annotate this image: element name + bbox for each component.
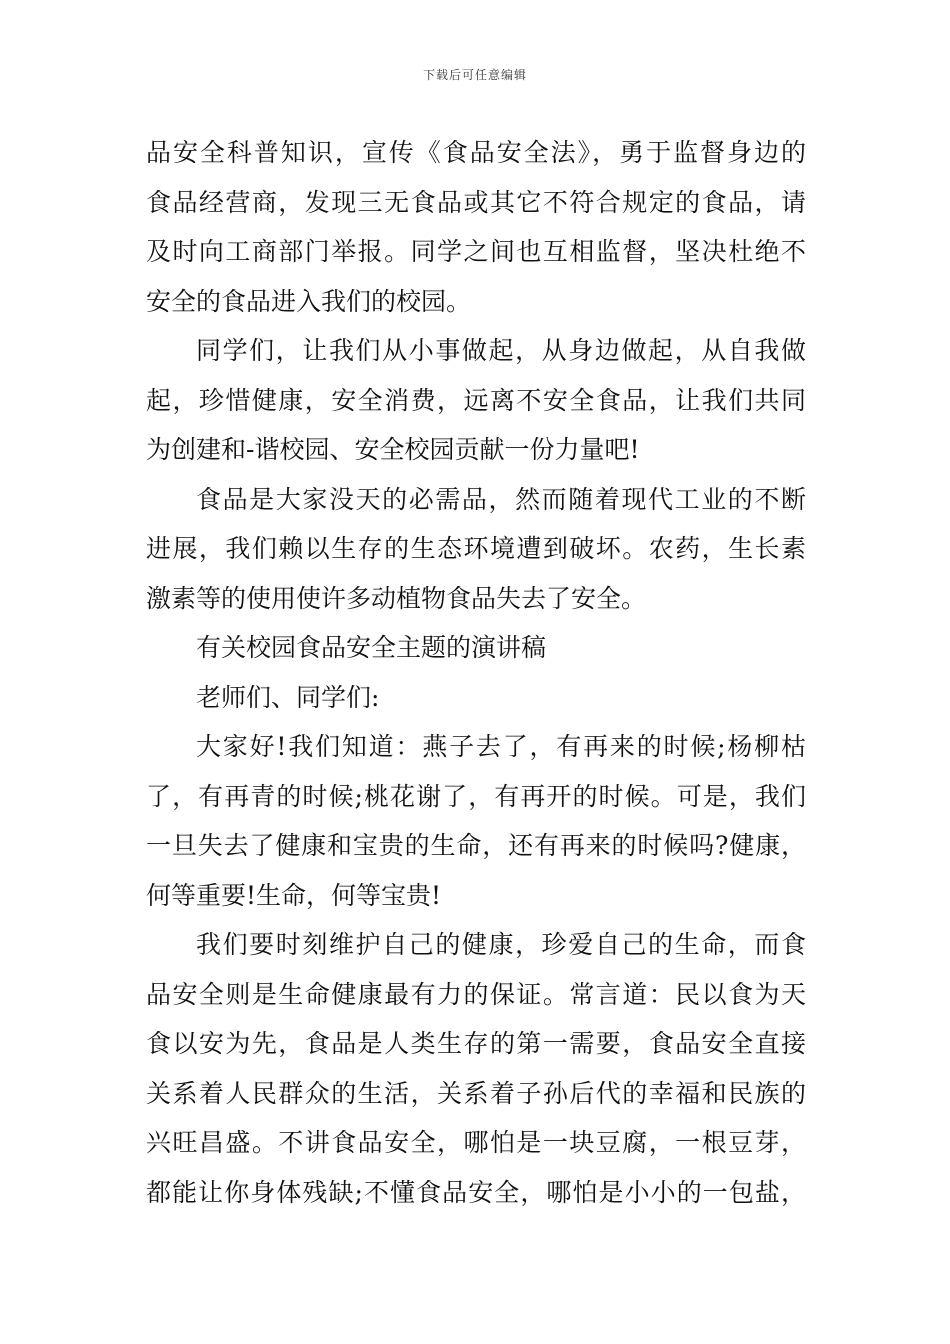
- text-line: 关系着人民群众的生活，关系着子孙后代的幸福和民族的: [146, 1078, 806, 1108]
- text-line: 老师们、同学们:: [196, 682, 380, 712]
- text-line: 大家好!我们知道：燕子去了，有再来的时候;杨柳枯: [196, 732, 806, 761]
- paragraph: [146, 623, 806, 673]
- paragraph: [146, 475, 806, 624]
- text-line: 了，有再青的时候;桃花谢了，有再开的时候。可是，我们: [146, 781, 806, 811]
- text-line: 我们要时刻维护自己的健康，珍爱自己的生命，而食: [196, 930, 806, 959]
- text-line: 激素等的使用使许多动植物食品失去了安全。: [146, 583, 647, 613]
- text-line: 同学们，让我们从小事做起，从身边做起，从自我做: [196, 336, 806, 365]
- document-body: [146, 128, 806, 1217]
- paragraph: [146, 128, 806, 326]
- text-line: 及时向工商部门举报。同学之间也互相监督，坚决杜绝不: [146, 237, 806, 266]
- text-line: 为创建和-谐校园、安全校园贡献一份力量吧!: [146, 435, 640, 464]
- text-line: 食品经营商，发现三无食品或其它不符合规定的食品，请: [146, 187, 806, 217]
- text-line: 都能让你身体残缺;不懂食品安全，哪怕是小小的一包盐，: [146, 1177, 806, 1207]
- paragraph: [146, 920, 806, 1217]
- text-line: 食品是大家没天的必需品，然而随着现代工业的不断: [196, 484, 806, 514]
- text-line: 一旦失去了健康和宝贵的生命，还有再来的时候吗?健康，: [146, 831, 806, 860]
- text-line: 食以安为先，食品是人类生存的第一需要，食品安全直接: [146, 1029, 806, 1058]
- text-line: 品安全则是生命健康最有力的保证。常言道：民以食为天: [146, 979, 806, 1009]
- paragraph: [146, 673, 806, 723]
- text-line: 品安全科普知识，宣传《食品安全法》，勇于监督身边的: [146, 138, 806, 167]
- text-line: 进展，我们赖以生存的生态环境遭到破坏。农药，生长素: [146, 534, 806, 563]
- paragraph: [146, 326, 806, 475]
- text-line: 有关校园食品安全主题的演讲稿: [196, 633, 547, 662]
- page-header: 下载后可任意编辑: [422, 68, 527, 82]
- text-line: 安全的食品进入我们的校园。: [146, 286, 472, 316]
- text-line: 兴旺昌盛。不讲食品安全，哪怕是一块豆腐，一根豆芽，: [146, 1128, 806, 1157]
- text-line: 起，珍惜健康，安全消费，远离不安全食品，让我们共同: [146, 385, 806, 415]
- paragraph: [146, 722, 806, 920]
- text-line: 何等重要!生命，何等宝贵!: [146, 880, 442, 910]
